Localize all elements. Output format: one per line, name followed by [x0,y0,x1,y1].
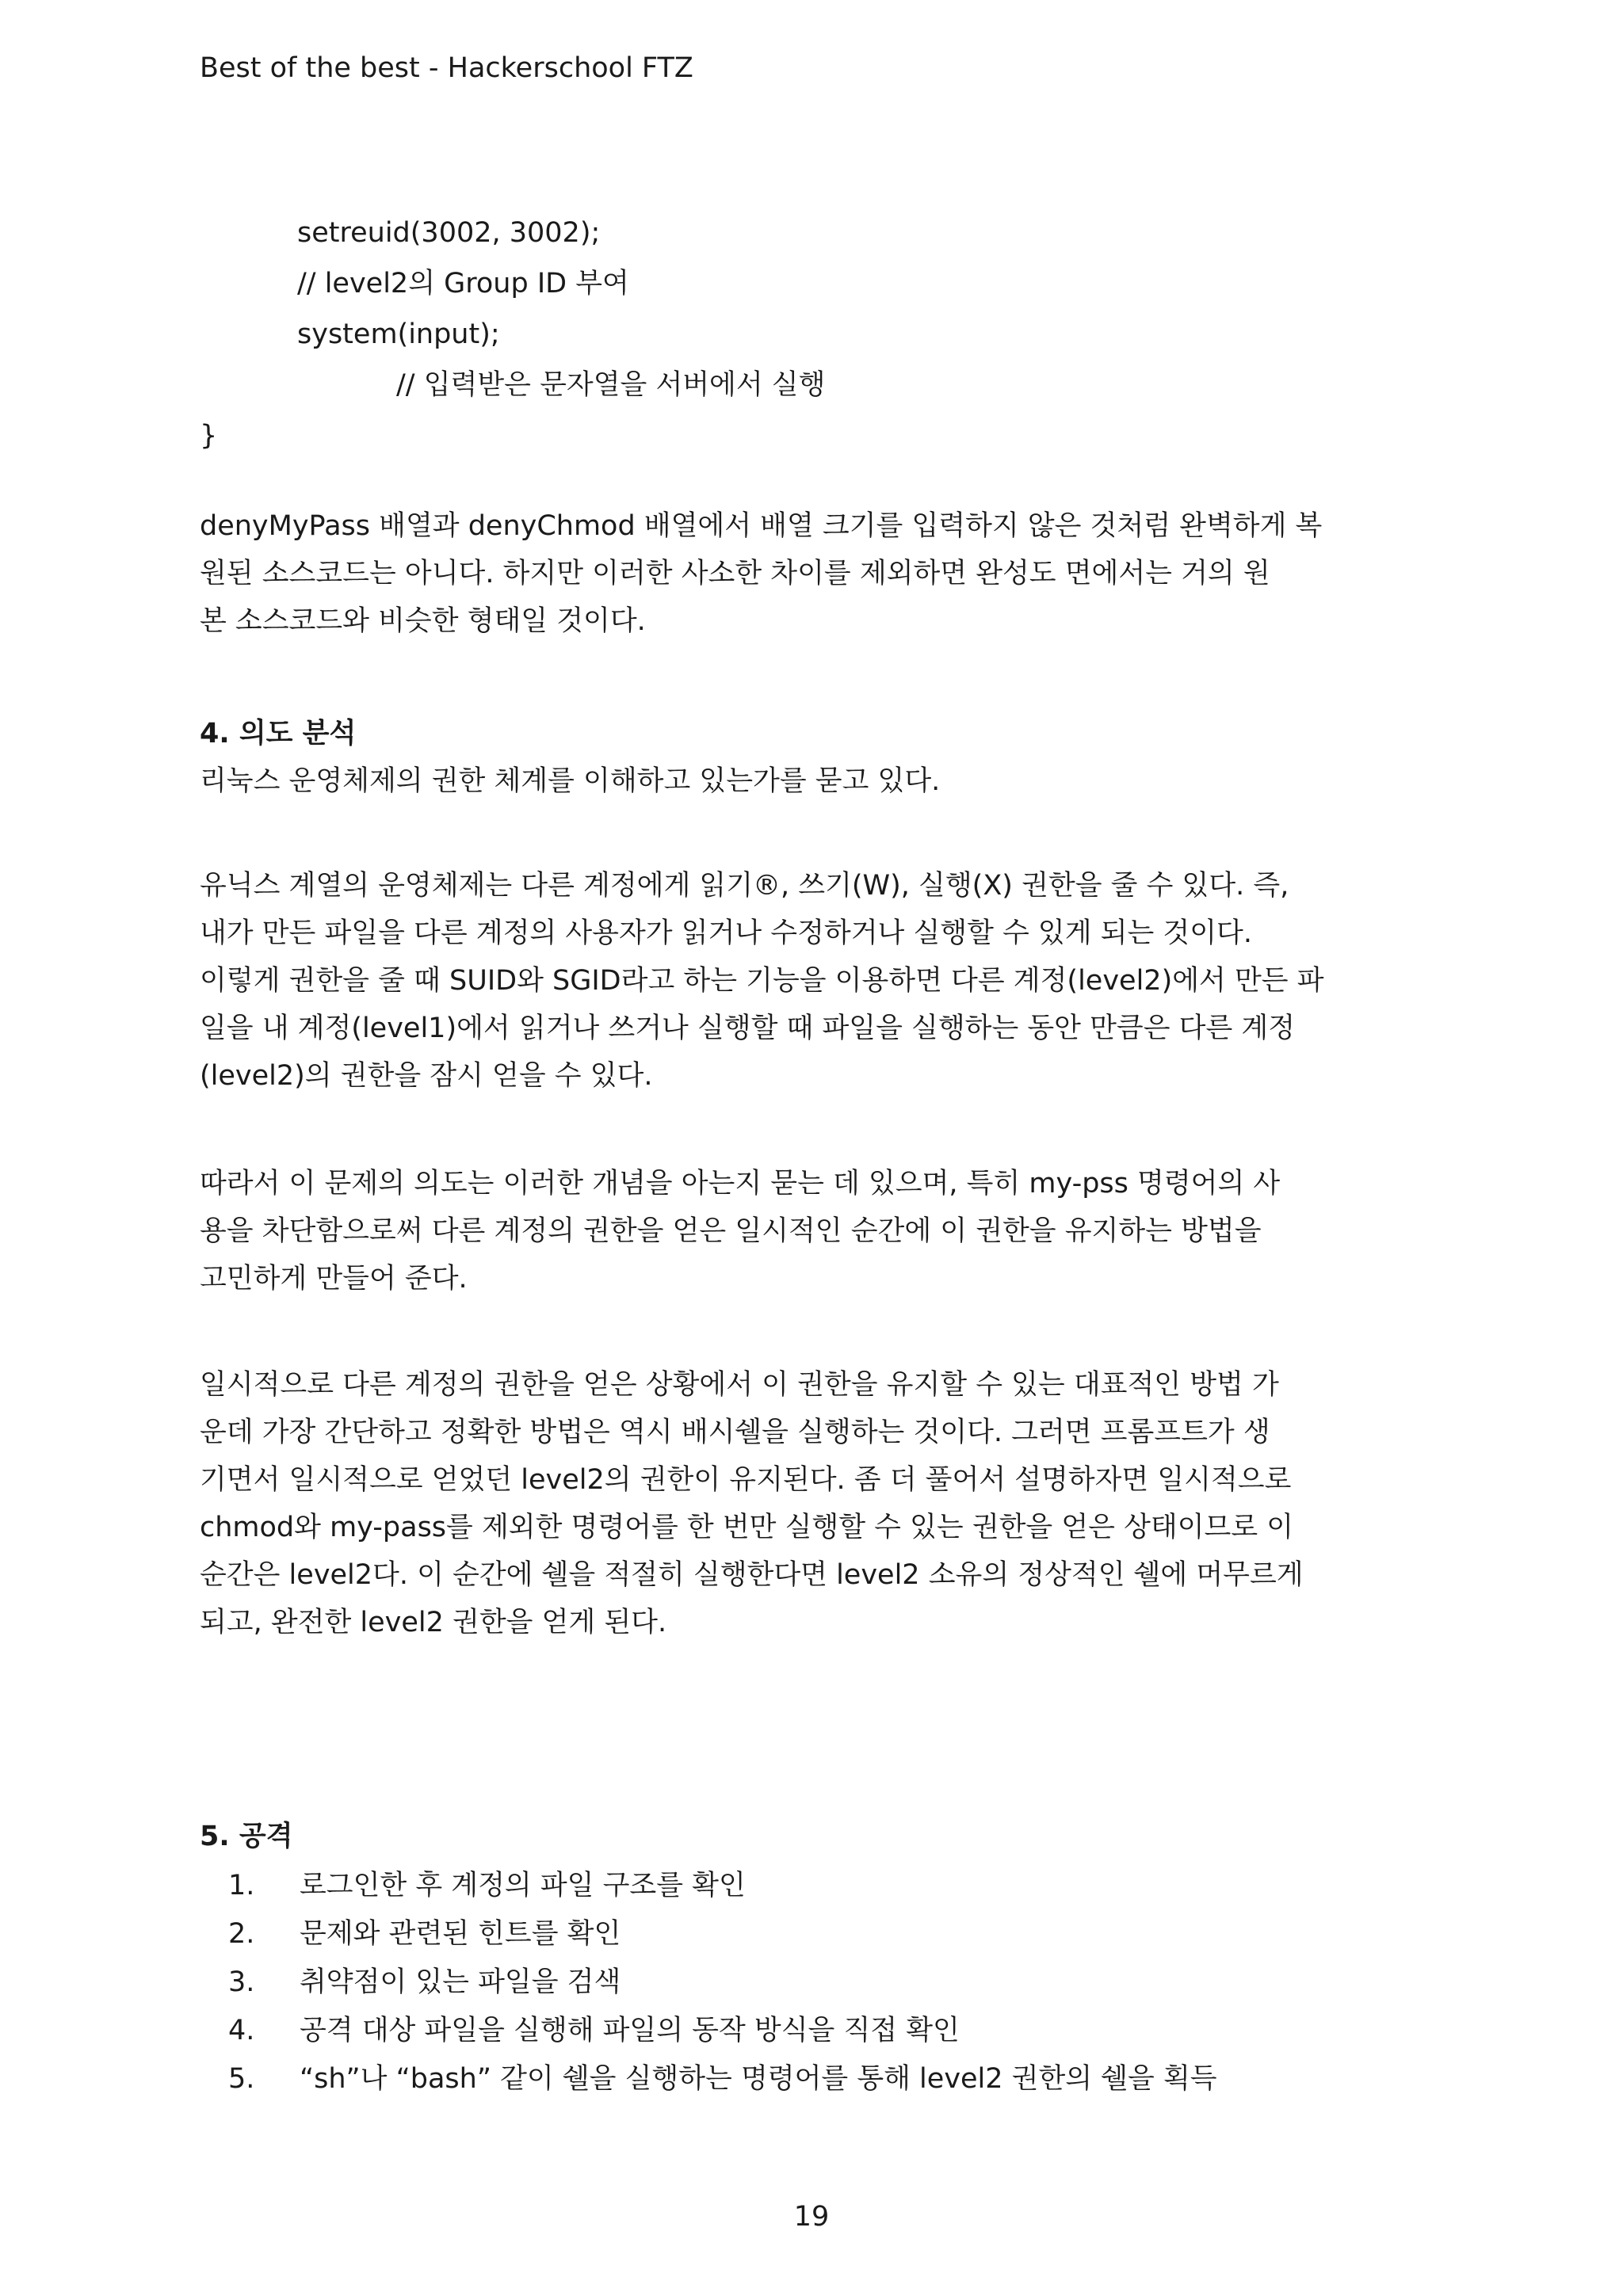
code-line: system(input); [297,318,500,350]
list-text: “sh”나 “bash” 같이 쉘을 실행하는 명령어를 통해 level2 권한의 쉘을 획득 [300,2063,1217,2095]
code-comment: // 입력받은 문자열을 서버에서 실행 [396,369,826,401]
code-closing-brace: } [200,420,218,452]
text-line: 되고, 완전한 level2 권한을 얻게 된다. [200,1607,667,1638]
text-line: 일시적으로 다른 계정의 권한을 얻은 상황에서 이 권한을 유지할 수 있는 대표적인 방법 가 [200,1369,1279,1401]
text-line: 이렇게 권한을 줄 때 SUID와 SGID라고 하는 기능을 이용하면 다른 계정(level2)에서 만든 파 [200,965,1324,997]
code-snippet [297,208,825,410]
page-number: 19 [793,2201,830,2233]
text-line: chmod와 my-pass를 제외한 명령어를 한 번만 실행할 수 있는 권한을 얻은 상태이므로 이 [200,1512,1294,1543]
paragraph-intent [200,757,1430,805]
text-line: 따라서 이 문제의 의도는 이러한 개념을 아는지 묻는 데 있으며, 특히 my-pss 명령어의 사 [200,1168,1281,1199]
text-line: 운데 가장 간단하고 정확한 방법은 역시 배시쉘을 실행하는 것이다. 그러면 프롬프트가 생 [200,1417,1270,1448]
text-line: 순간은 level2다. 이 순간에 쉘을 적절히 실행한다면 level2 소유의 정상적인 쉘에 머무르게 [200,1559,1304,1591]
paragraph-shell-method [200,1361,1430,1646]
text-line: 내가 만든 파일을 다른 계정의 사용자가 읽거나 수정하거나 실행할 수 있게 되는 것이다. [200,917,1252,949]
text-line: 유닉스 계열의 운영체제는 다른 계정에게 읽기®, 쓰기(W), 실행(X) 권한을 줄 수 있다. 즉, [200,870,1289,902]
list-item [228,2007,1217,2055]
paragraph-problem-intent [200,1160,1430,1302]
section-4-heading: 4. 의도 분석 [200,718,357,749]
code-comment: // level2의 Group ID 부여 [297,268,629,299]
text-line: 기면서 일시적으로 얻었던 level2의 권한이 유지된다. 좀 더 풀어서 설명하자면 일시적으로 [200,1464,1292,1496]
code-line: setreuid(3002, 3002); [297,217,601,249]
attack-steps-list [228,1862,1217,2103]
list-text: 문제와 관련된 힌트를 확인 [300,1918,621,1950]
text-line: 원된 소스코드는 아니다. 하지만 이러한 사소한 차이를 제외하면 완성도 면에서는 거의 원 [200,558,1270,589]
list-number: 1. [228,1870,255,1901]
list-item [228,2055,1217,2103]
list-item [228,1910,1217,1958]
section-5-heading: 5. 공격 [200,1821,293,1852]
paragraph-source-note [200,502,1430,645]
list-text: 취약점이 있는 파일을 검색 [300,1966,621,1998]
list-number: 3. [228,1966,255,1998]
list-text: 로그인한 후 계정의 파일 구조를 확인 [300,1870,746,1901]
list-number: 2. [228,1918,255,1950]
text-line: (level2)의 권한을 잠시 얻을 수 있다. [200,1060,653,1092]
text-line: 일을 내 계정(level1)에서 읽거나 쓰거나 실행할 때 파일을 실행하는 동안 만큼은 다른 계정 [200,1013,1296,1044]
paragraph-unix-permissions [200,862,1430,1100]
running-header: Best of the best - Hackerschool FTZ [200,52,693,84]
text-line: 고민하게 만들어 준다. [200,1263,468,1295]
text-line: denyMyPass 배열과 denyChmod 배열에서 배열 크기를 입력하지 않은 것처럼 완벽하게 복 [200,510,1323,542]
text-line: 리눅스 운영체제의 권한 체계를 이해하고 있는가를 묻고 있다. [200,765,941,797]
list-item [228,1862,1217,1910]
text-line: 본 소스코드와 비슷한 형태일 것이다. [200,605,646,637]
list-text: 공격 대상 파일을 실행해 파일의 동작 방식을 직접 확인 [300,2015,960,2046]
list-number: 4. [228,2015,255,2046]
list-item [228,1958,1217,2007]
text-line: 용을 차단함으로써 다른 계정의 권한을 얻은 일시적인 순간에 이 권한을 유지하는 방법을 [200,1215,1262,1247]
list-number: 5. [228,2063,255,2095]
